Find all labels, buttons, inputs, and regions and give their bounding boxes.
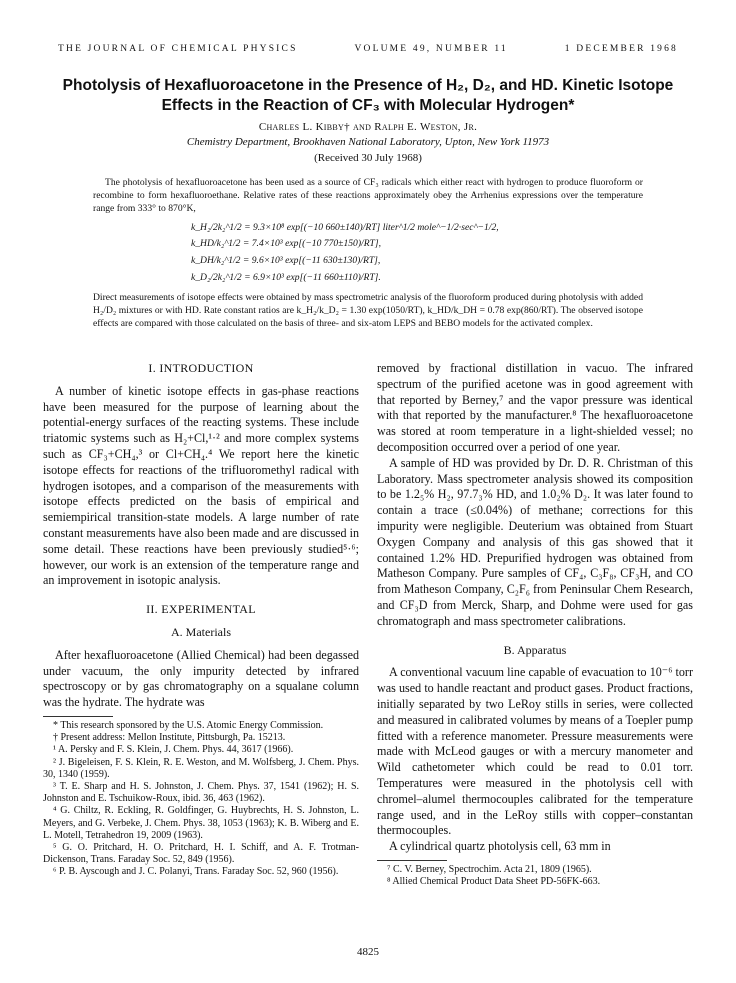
materials-continued-paragraph: removed by fractional distillation in vacuo. The infrared spectrum of the purified acetone was in good agreement with that reported by Berney,⁷ and the vapor pressure was identical with that reported by the manufacturer.⁸ The hexafluoroacetone was stored at room temperature in a light-shielded vessel; no decomposition occurred over a period of one year. [377, 361, 693, 454]
footnote: ³ T. E. Sharp and H. S. Johnston, J. Chem. Phys. 37, 1541 (1962); H. S. Johnston and E. Tschuikow-Roux, ibid. 36, 463 (1962). [43, 780, 359, 805]
introduction-paragraph: A number of kinetic isotope effects in gas-phase reactions have been measured for the purpose of learning about the potential-energy surfaces of the reacting systems. These include triatomic systems such as H₂+Cl,¹·² and more complex systems such as CF₃+CH₄,³ or Cl+CH₄.⁴ We report here the kinetic isotope effects for reactions of the trifluoromethyl radical with hydrogen isotopes, and a comparison of the measurements with isotope effects predicted on the basis of empirical and semiempirical transition-state models. A large number of rate constant measurements have also been made and are discussed in some detail. These reactions have been previously studied⁵·⁶; however, our work is an extension of the temperature range and an improvement in isotopic analysis. [43, 383, 360, 588]
left-column [43, 361, 359, 879]
footnotes-left [43, 720, 359, 879]
footnote: ¹ A. Persky and F. S. Klein, J. Chem. Phys. 44, 3617 (1966). [53, 744, 294, 756]
equation-hd: k_HD/k₂^1/2 = 7.4×10³ exp[(−10 770±150)/RT], [191, 238, 382, 250]
photolysis-cell-paragraph: A cylindrical quartz photolysis cell, 63 mm in [389, 839, 611, 854]
equation-h2: k_H₂/2k₂^1/2 = 9.3×10⁸ exp[(−10 660±140)/RT] liter^1/2 mole^−1/2·sec^−1/2, [191, 221, 499, 233]
hd-sample-paragraph: A sample of HD was provided by Dr. D. R. Christman of this Laboratory. Mass spectrometer analysis showed its composition to be 1.2₅% H₂, 97.7₃% HD, and 1.0₂% D₂. It was later found to contain a trace (≤0.04%) of methane; corrections for this impurity were negligible. Deuterium was obtained from Stuart Oxygen Company and analysis of this gas showed that it contained 1.2% HD. Prepurified hydrogen was obtained from Matheson Company. Pure samples of CF₄, C₃F₈, CF₃H, and CO from Matheson Company, C₂F₆ from Peninsular Chem Research, and CF₃D from Merck, Sharp, and Dohme were used for gas chromatograph and mass spectrometer calibrations. [377, 455, 693, 628]
affiliation: Chemistry Department, Brookhaven National Laboratory, Upton, New York 11973 [186, 136, 550, 148]
page-number: 4825 [357, 946, 379, 958]
footnote-rule [377, 860, 447, 861]
section-heading-introduction: I. INTRODUCTION [148, 361, 254, 375]
footnote: † Present address: Mellon Institute, Pittsburgh, Pa. 15213. [53, 732, 286, 744]
footnote-rule [43, 716, 113, 717]
issue-date: 1 DECEMBER 1968 [564, 44, 678, 54]
footnote: ² J. Bigeleisen, F. S. Klein, R. E. Weston, and M. Wolfsberg, J. Chem. Phys. 30, 1340 (1959). [43, 756, 359, 780]
abstract-intro: The photolysis of hexafluoroacetone has been used as a source of CF₃ radicals which either react with hydrogen to produce fluoroform or recombine to form hexafluoroethane. Relative rates of these reactions approximately obey the Arrhenius expressions over the temperature range from 333° to 870°K, [93, 177, 643, 215]
title-line-1: Photolysis of Hexafluoroacetone in the Presence of H₂, D₂, and HD. Kinetic Isotope [62, 77, 674, 94]
footnote: ⁷ C. V. Berney, Spectrochim. Acta 21, 1809 (1965). [387, 863, 592, 875]
abstract [93, 176, 643, 330]
footnote: ⁵ G. O. Pritchard, H. O. Pritchard, H. I. Schiff, and A. F. Trotman-Dickenson, Trans. Faraday Soc. 52, 849 (1956). [43, 841, 359, 866]
section-heading-experimental: II. EXPERIMENTAL [146, 602, 256, 617]
abstract-conclusion: Direct measurements of isotope effects were obtained by mass spectrometric analysis of the fluoroform produced during photolysis with added H₂/D₂ mixtures or with HD. Rate constant ratios are k_H₂/k_D₂ = 1.30 exp(1050/RT), k_HD/k_DH = 0.78 exp(860/RT). The observed isotope effects are compared with those calculated on the basis of three- and six-atom LEPS and BEBO models for the activated complex. [93, 291, 643, 330]
subsection-heading-apparatus: B. Apparatus [503, 642, 567, 657]
volume-number: VOLUME 49, NUMBER 11 [354, 44, 508, 54]
equation-d2: k_D₂/2k₂^1/2 = 6.9×10³ exp[(−11 660±110)/RT]. [191, 272, 381, 283]
subsection-heading-materials: A. Materials [171, 624, 231, 639]
title-line-2: Effects in the Reaction of CF₃ with Molecular Hydrogen* [161, 97, 575, 114]
equation-dh: k_DH/k₂^1/2 = 9.6×10³ exp[(−11 630±130)/RT], [191, 255, 381, 267]
footnotes-right [377, 864, 693, 888]
journal-name: THE JOURNAL OF CHEMICAL PHYSICS [58, 44, 298, 54]
right-column [377, 361, 693, 888]
footnote: ⁸ Allied Chemical Product Data Sheet PD-56FK-663. [387, 876, 601, 888]
apparatus-paragraph: A conventional vacuum line capable of evacuation to 10⁻⁶ torr was used to handle reactant and product gases. Product fractions, initially separated by two LeRoy stills in series, were collected and measured in calibrated volumes by means of a Toepler pump fitted with a reference manometer. Pressure measurements were made with McLeod gauges or with a mercury manometer and Wild cathetometer which could be read to 0.01 torr. Temperatures were measured in the photolysis cell with chromel–alumel thermocouples calibrated for the temperature range used, and in the LeRoy stills with copper–constantan thermocouples. [377, 665, 693, 838]
running-head [58, 44, 678, 54]
footnote: ⁶ P. B. Ayscough and J. C. Polanyi, Trans. Faraday Soc. 52, 960 (1956). [53, 866, 339, 878]
article-title [30, 76, 706, 116]
footnote: * This research sponsored by the U.S. Atomic Energy Commission. [53, 719, 324, 731]
received-date: (Received 30 July 1968) [314, 152, 422, 164]
footnote: ⁴ G. Chiltz, R. Eckling, R. Goldfinger, G. Huybrechts, H. S. Johnston, L. Meyers, and G. Verbeke, J. Chem. Phys. 38, 1053 (1963); K. B. Wiberg and E. L. Motell, Tetrahedron 19, 2009 (1963). [43, 805, 359, 841]
materials-paragraph: After hexafluoroacetone (Allied Chemical) had been degassed under vacuum, the only impurity detected by infrared spectroscopy or by gas chromatography on a squalane column was the hydrate. The hydrate was [43, 647, 359, 710]
rate-equations [191, 220, 643, 287]
author-list: Charles L. Kibby† and Ralph E. Weston, Jr. [258, 121, 478, 133]
